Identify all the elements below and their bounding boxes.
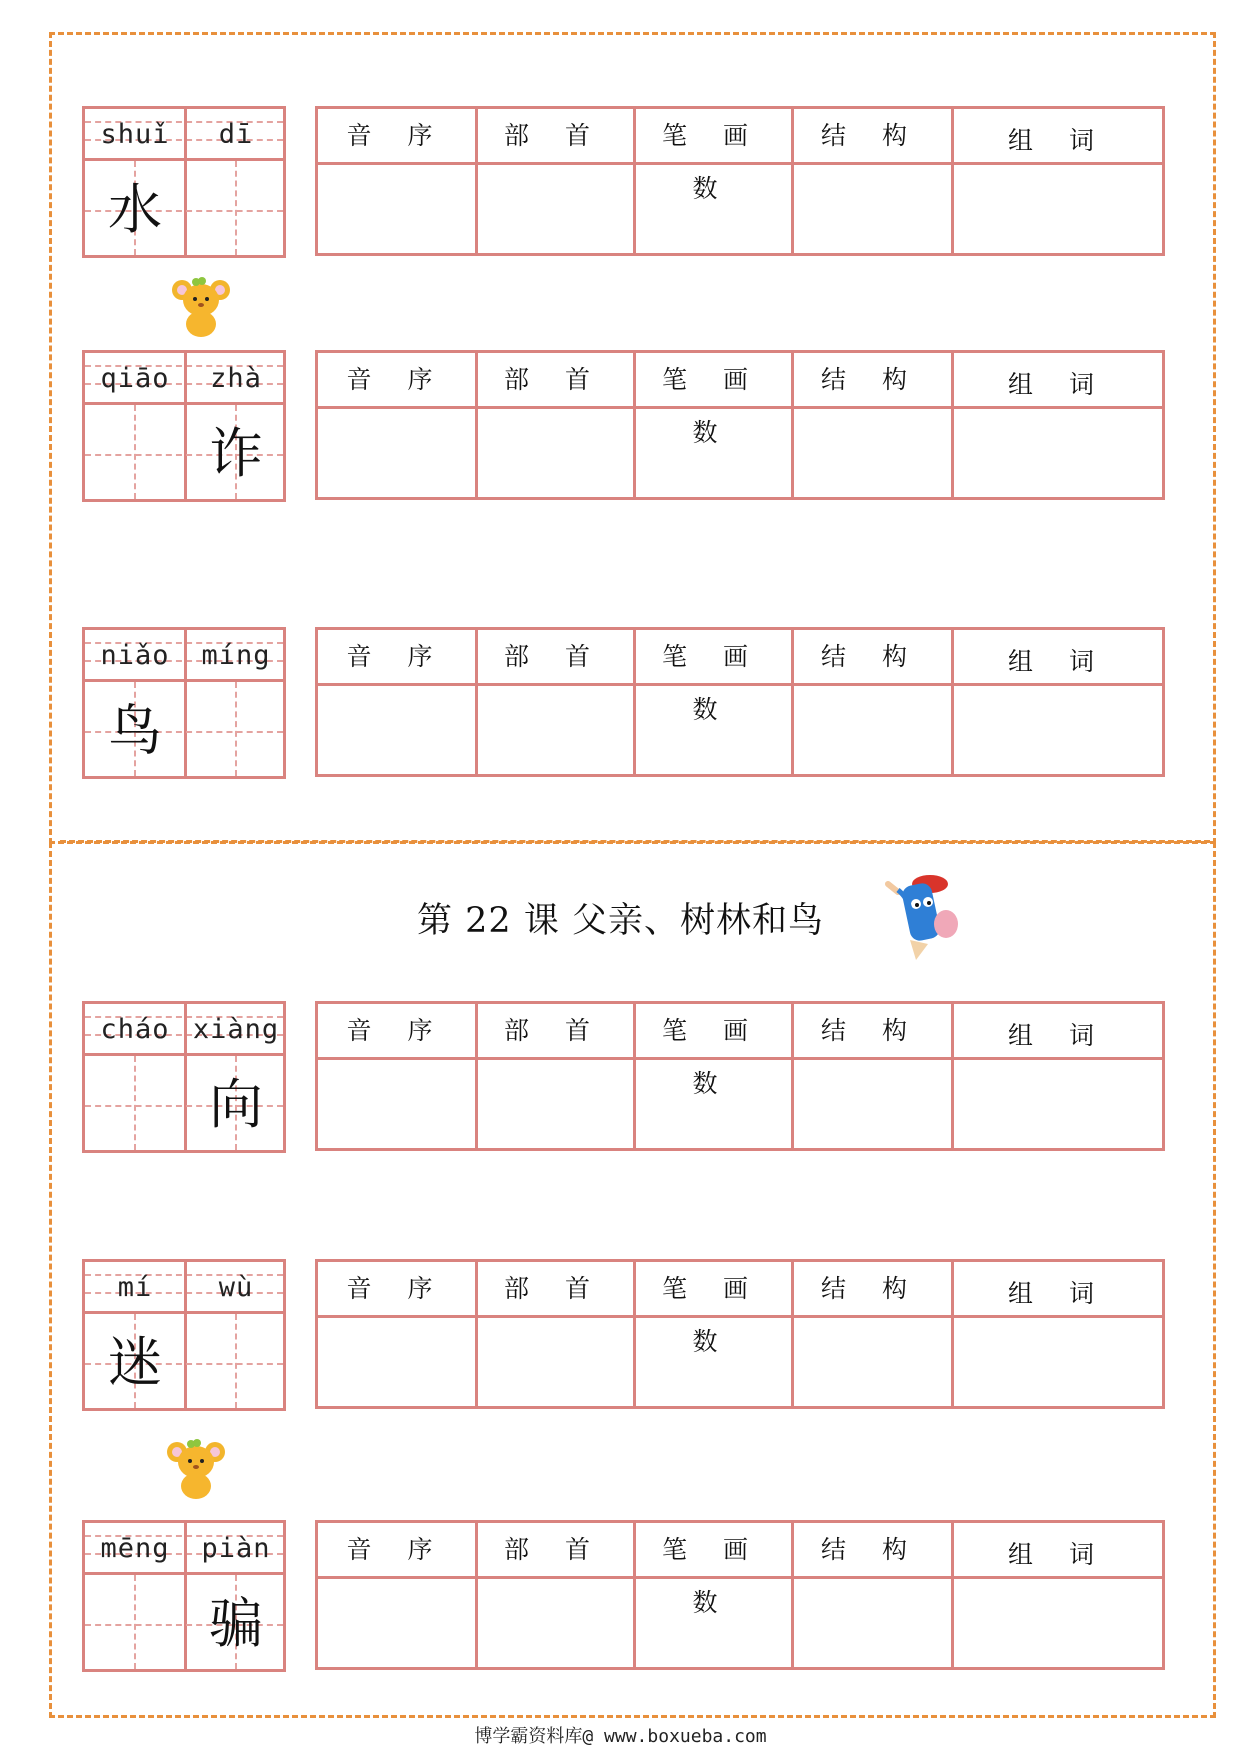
header-jiegou: 结 构 — [821, 1274, 921, 1303]
header-bushou: 部 首 — [504, 642, 604, 671]
pinyin: xiàng — [192, 1014, 280, 1045]
header-bushou: 部 首 — [504, 121, 604, 150]
chinese-character — [85, 405, 185, 502]
character-info-table — [315, 1001, 1165, 1151]
header-zuci: 组 词 — [1008, 1279, 1108, 1308]
bear-mascot-icon — [163, 1434, 229, 1500]
header-yinxu: 音 序 — [346, 365, 447, 394]
character-grid — [82, 1001, 286, 1153]
character-info-table — [315, 1259, 1165, 1409]
header-bihuashu: 笔 画 数 — [662, 642, 762, 724]
header-zuci: 组 词 — [1008, 1021, 1108, 1050]
header-yinxu: 音 序 — [346, 1016, 447, 1045]
pinyin: zhà — [210, 363, 262, 394]
header-bushou: 部 首 — [504, 1535, 604, 1564]
pinyin: qiāo — [100, 363, 170, 394]
pinyin: niǎo — [100, 640, 170, 671]
header-zuci: 组 词 — [1008, 126, 1108, 155]
chinese-character: 骗 — [209, 1592, 263, 1655]
section-divider — [60, 840, 1210, 843]
header-bushou: 部 首 — [504, 1016, 604, 1045]
header-zuci: 组 词 — [1008, 370, 1108, 399]
header-jiegou: 结 构 — [821, 121, 921, 150]
pinyin: cháo — [100, 1014, 170, 1045]
header-bihuashu: 笔 画 数 — [662, 121, 762, 203]
character-grid — [82, 350, 286, 502]
header-yinxu: 音 序 — [346, 642, 447, 671]
header-bushou: 部 首 — [504, 1274, 604, 1303]
header-yinxu: 音 序 — [346, 1274, 447, 1303]
header-bushou: 部 首 — [504, 365, 604, 394]
lesson-title: 第 22 课 父亲、树林和鸟 — [417, 901, 824, 941]
header-bihuashu: 笔 画 数 — [662, 1016, 762, 1098]
character-grid — [82, 106, 286, 258]
character-grid — [82, 1520, 286, 1672]
pinyin: mí — [117, 1272, 153, 1303]
pencil-mascot-icon — [880, 870, 966, 962]
pinyin: míng — [201, 640, 271, 671]
chinese-character: 迷 — [108, 1331, 162, 1394]
character-grid — [82, 627, 286, 779]
chinese-character: 水 — [108, 178, 162, 241]
chinese-character: 诈 — [209, 422, 263, 485]
header-zuci: 组 词 — [1008, 647, 1108, 676]
chinese-character — [85, 1056, 185, 1153]
pinyin: dī — [218, 119, 254, 150]
header-bihuashu: 笔 画 数 — [662, 1274, 762, 1356]
chinese-character — [186, 1314, 286, 1411]
pinyin: mēng — [100, 1533, 170, 1564]
pinyin: shuǐ — [100, 119, 170, 150]
header-zuci: 组 词 — [1008, 1540, 1108, 1569]
chinese-character: 鸟 — [108, 699, 162, 762]
chinese-character: 向 — [209, 1073, 263, 1136]
header-yinxu: 音 序 — [346, 121, 447, 150]
character-info-table — [315, 627, 1165, 777]
header-jiegou: 结 构 — [821, 1016, 921, 1045]
header-jiegou: 结 构 — [821, 642, 921, 671]
character-grid — [82, 1259, 286, 1411]
character-info-table — [315, 1520, 1165, 1670]
character-info-table — [315, 106, 1165, 256]
chinese-character — [186, 161, 286, 258]
bear-mascot-icon — [168, 272, 234, 338]
header-bihuashu: 笔 画 数 — [662, 365, 762, 447]
header-bihuashu: 笔 画 数 — [662, 1535, 762, 1617]
chinese-character — [186, 682, 286, 779]
header-jiegou: 结 构 — [821, 1535, 921, 1564]
pinyin: piàn — [201, 1533, 271, 1564]
header-jiegou: 结 构 — [821, 365, 921, 394]
header-yinxu: 音 序 — [346, 1535, 447, 1564]
footer-watermark: 博学霸资料库@ www.boxueba.com — [474, 1726, 767, 1747]
character-info-table — [315, 350, 1165, 500]
chinese-character — [85, 1575, 185, 1672]
pinyin: wù — [218, 1272, 254, 1303]
